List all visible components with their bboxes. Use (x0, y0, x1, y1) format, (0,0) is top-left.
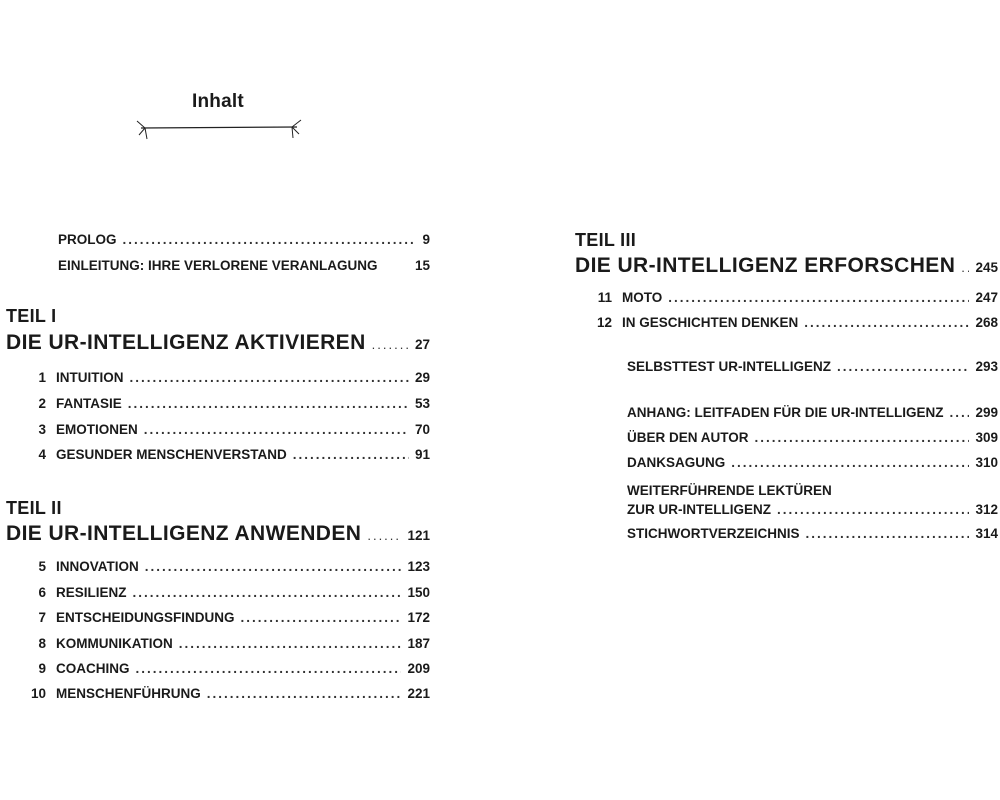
leader-dots (241, 608, 402, 628)
entry-page: 312 (975, 502, 998, 517)
entry-label: ZUR UR-INTELLIGENZ (627, 502, 771, 517)
leader-dots (755, 428, 970, 448)
entry-page: 187 (407, 636, 430, 651)
leader-dots (128, 394, 409, 414)
entry-page: 29 (414, 370, 430, 385)
leader-dots (123, 230, 417, 250)
part-title-label: DIE UR-INTELLIGENZ ANWENDEN (6, 522, 362, 545)
leader-dots (806, 524, 970, 544)
entry-label: INTUITION (56, 370, 124, 385)
entry-label: STICHWORTVERZEICHNIS (627, 526, 800, 541)
entry-label: ÜBER DEN AUTOR (627, 430, 749, 445)
part-label-1: TEIL I (6, 306, 57, 326)
toc-entry-lektueren[interactable] (627, 500, 998, 520)
leader-dots (145, 557, 402, 577)
entry-page: 299 (975, 405, 998, 420)
toc-entry-chapter-1[interactable] (28, 368, 430, 388)
toc-entry-chapter-8[interactable] (28, 634, 430, 654)
toc-entry-chapter-10[interactable] (28, 684, 430, 704)
entry-label: INNOVATION (56, 559, 139, 574)
chapter-number: 7 (38, 610, 46, 625)
entry-label: PROLOG (58, 232, 117, 247)
leader-dots (804, 313, 969, 333)
toc-entry-prolog[interactable] (58, 230, 430, 250)
entry-page: 309 (975, 430, 998, 445)
chapter-number: 8 (38, 636, 46, 651)
leader-dots (367, 524, 401, 548)
toc-entry-chapter-7[interactable] (28, 608, 430, 628)
part-page: 245 (975, 260, 998, 275)
chapter-number: 2 (38, 396, 46, 411)
toc-entry-einleitung[interactable] (58, 256, 430, 276)
toc-entry-chapter-2[interactable] (28, 394, 430, 414)
chapter-number: 11 (597, 290, 612, 305)
leader-dots (950, 403, 970, 423)
toc-entry-chapter-9[interactable] (28, 659, 430, 679)
toc-entry-anhang[interactable] (627, 403, 998, 423)
entry-page: 293 (975, 359, 998, 374)
page-title: Inhalt (192, 91, 244, 112)
entry-label: DANKSAGUNG (627, 455, 726, 470)
toc-part-1-title[interactable] (6, 331, 430, 355)
part-page: 121 (407, 528, 430, 543)
chapter-number: 5 (38, 559, 46, 574)
leader-dots (207, 684, 402, 704)
entry-label: GESUNDER MENSCHENVERSTAND (56, 447, 287, 462)
part-title-label: DIE UR-INTELLIGENZ ERFORSCHEN (575, 254, 956, 277)
toc-entry-chapter-3[interactable] (28, 420, 430, 440)
entry-page: 314 (975, 526, 998, 541)
entry-page: 310 (975, 455, 998, 470)
leader-dots (777, 500, 969, 520)
entry-page: 268 (975, 315, 998, 330)
chapter-number: 4 (38, 447, 46, 462)
entry-label: MOTO (622, 290, 663, 305)
entry-label: COACHING (56, 661, 130, 676)
entry-page: 150 (407, 585, 430, 600)
entry-page: 91 (414, 447, 430, 462)
entry-label: ENTSCHEIDUNGSFINDUNG (56, 610, 235, 625)
toc-entry-selftest[interactable] (627, 357, 998, 377)
entry-page: 247 (975, 290, 998, 305)
entry-page: 15 (414, 258, 430, 273)
chapter-number: 9 (38, 661, 46, 676)
toc-entry-autor[interactable] (627, 428, 998, 448)
chapter-number: 1 (38, 370, 46, 385)
chapter-number: 10 (30, 686, 46, 701)
toc-entry-lektueren-line1[interactable]: WEITERFÜHRENDE LEKTÜREN (627, 483, 832, 498)
entry-label: FANTASIE (56, 396, 122, 411)
chapter-number: 12 (596, 315, 612, 330)
entry-page: 123 (407, 559, 430, 574)
toc-entry-chapter-5[interactable] (28, 557, 430, 577)
leader-dots (731, 453, 969, 473)
leader-dots (837, 357, 969, 377)
leader-dots (668, 288, 969, 308)
leader-dots (372, 333, 409, 357)
chapter-number: 6 (38, 585, 46, 600)
entry-page: 53 (414, 396, 430, 411)
entry-label: KOMMUNIKATION (56, 636, 173, 651)
entry-label: RESILIENZ (56, 585, 127, 600)
title-ornament-icon (135, 118, 305, 140)
entry-page: 9 (422, 232, 430, 247)
toc-entry-chapter-11[interactable] (592, 288, 998, 308)
entry-page: 221 (407, 686, 430, 701)
leader-dots (961, 256, 969, 280)
leader-dots (130, 368, 409, 388)
entry-page: 172 (407, 610, 430, 625)
toc-entry-chapter-6[interactable] (28, 583, 430, 603)
part-title-label: DIE UR-INTELLIGENZ AKTIVIEREN (6, 331, 366, 354)
toc-entry-danksagung[interactable] (627, 453, 998, 473)
toc-entry-chapter-12[interactable] (592, 313, 998, 333)
toc-part-3-title[interactable] (575, 254, 998, 278)
leader-dots (136, 659, 402, 679)
chapter-number: 3 (38, 422, 46, 437)
entry-label: ANHANG: LEITFADEN FÜR DIE UR-INTELLIGENZ (627, 405, 944, 420)
toc-part-2-title[interactable] (6, 522, 430, 546)
leader-dots (293, 445, 409, 465)
entry-page: 70 (414, 422, 430, 437)
entry-label: MENSCHENFÜHRUNG (56, 686, 201, 701)
toc-entry-stichwortverzeichnis[interactable] (627, 524, 998, 544)
leader-dots (133, 583, 402, 603)
entry-label: EINLEITUNG: IHRE VERLORENE VERANLAGUNG (58, 258, 378, 273)
leader-dots (179, 634, 402, 654)
entry-label: SELBSTTEST UR-INTELLIGENZ (627, 359, 831, 374)
leader-dots (144, 420, 409, 440)
part-page: 27 (414, 337, 430, 352)
entry-label: EMOTIONEN (56, 422, 138, 437)
part-label-2: TEIL II (6, 498, 62, 518)
toc-entry-chapter-4[interactable] (28, 445, 430, 465)
part-label-3: TEIL III (575, 230, 637, 250)
entry-label: IN GESCHICHTEN DENKEN (622, 315, 799, 330)
entry-page: 209 (407, 661, 430, 676)
